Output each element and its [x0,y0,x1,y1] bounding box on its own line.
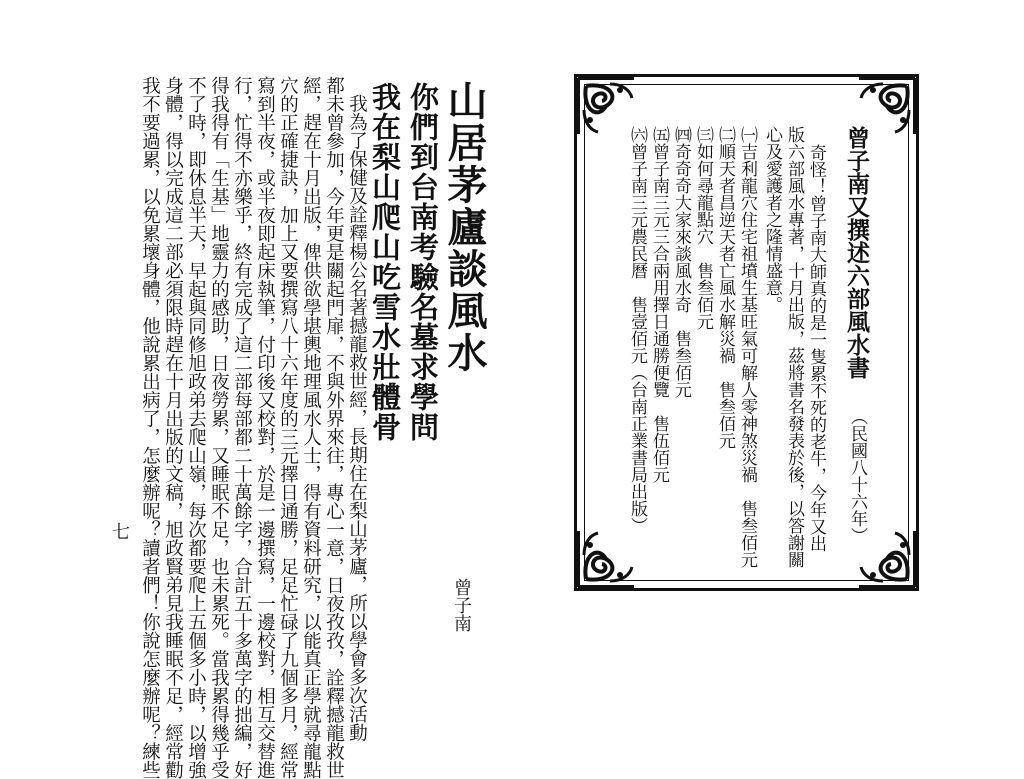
list-item: ㈤曾子南三元三合兩用擇日通勝便覽 售伍佰元 [649,126,669,483]
body-column: 寫到半夜，或半夜即起床執筆，付印後又校對，於是一邊撰寫，一邊校對，相互交替進 [254,76,276,779]
intro-column: 心及愛護者之隆情盛意。 [762,126,782,313]
body-column: 行，忙得不亦樂乎，終有完成了這二部每部都二十萬餘字，合計五十多萬字的拙編，好 [231,76,253,779]
list-item: ㈢如何尋龍點穴 售叁佰元 [693,126,713,330]
list-item: ㈣奇奇奇大家來談風水奇 售叁佰元 [671,126,691,398]
box-title-year: （民國八十六年） [847,408,867,544]
article-subtitle-1-tail: 求學問 [406,352,440,442]
body-column: 我不要過累，以免累壞身體，他說累出病了，怎麼辦呢？讀者們！你說怎麼辦呢？練些 [139,76,161,779]
box-title: 曾子南又撰述六部風水書 [843,126,869,379]
article-subtitle-2-tail: 壯體骨 [368,352,402,442]
article-subtitle-2: 我在梨山爬山吃雪水 [368,82,402,352]
article-title: 山居茅廬談風水 [441,80,487,374]
body-column: 身體，得以完成這二部必須限時趕在十月出版的文稿，旭政賢弟見我睡眠不足，經常勸 [162,76,184,779]
body-column: 都未曾參加，今年更是關起門扉，不與外界來往，專心一意，日夜孜孜，詮釋撼龍救世 [323,76,345,779]
article-subtitle-1: 你們到台南考驗名墓 [406,82,440,352]
intro-column: 奇怪！曾子南大師真的是一隻累不死的老牛，今年又出 [806,144,826,552]
corner-ornament-icon [576,527,638,589]
body-column: 穴的正確捷訣，加上又要撰寫八十六年度的三元擇日通勝，足足忙碌了九個多月，經常 [277,76,299,779]
list-item: ㈠吉利龍穴住宅祖墳生基旺氣可解人零神煞災禍 售叁佰元 [737,126,757,568]
list-item: ㈥曾子南三元農民曆 售壹佰元（台南正業書局出版） [627,126,647,534]
body-column: 經，趕在十月出版，俾供欲學堪輿地理風水人士，得有資料研究，以能真正學就尋龍點 [300,76,322,779]
intro-column: 版六部風水專著，十月出版，茲將書名發表於後，以答謝關 [784,126,804,568]
body-column: 不了時，即休息半天，早起與同修旭政弟去爬山嶺，每次都要爬上五個多小時，以增強 [185,76,207,779]
body-column: 得我得有「生基」地靈力的感助，日夜勞累，又睡眠不足，也未累死。當我累得幾乎受 [208,76,230,779]
list-item: ㈡順天者昌逆天者亡風水解災禍 售叁佰元 [715,126,735,449]
author-name: 曾子南 [451,578,472,632]
page-number: 七 [109,522,130,540]
body-column: 我為了保健及詮釋楊公名著撼龍救世經，長期住在梨山茅廬，所以學會多次活動 [346,94,368,742]
